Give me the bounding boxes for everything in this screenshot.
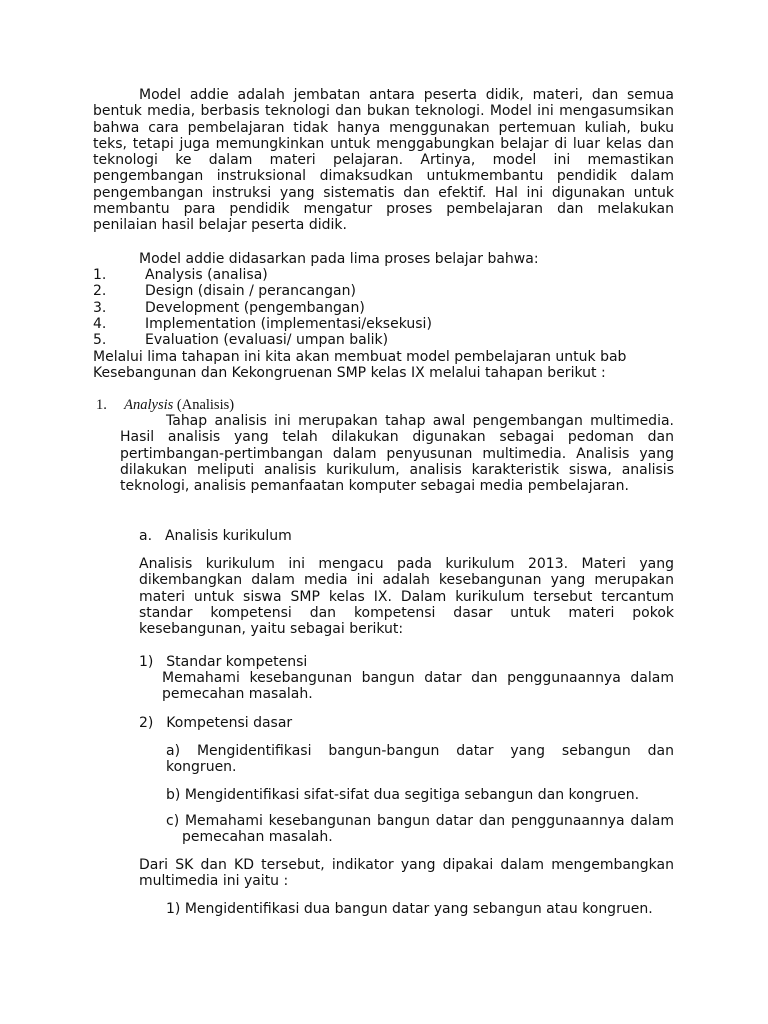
section-heading [96,397,396,413]
list-item-text: Design (disain / perancangan) [145,283,356,300]
subsection-label: a. [139,528,153,544]
sk-label: 1) [139,654,154,670]
kd-heading [139,715,539,731]
kd-item [166,743,674,776]
list-item-text: Evaluation (evaluasi/ umpan balik) [145,332,389,349]
list-item [93,300,674,316]
list-item-number: 2. [93,283,107,300]
indicator-intro: Dari SK dan KD tersebut, indikator yang dipakai dalam mengembangkan multimedia ini yaitu : [139,857,674,890]
list-item-number: 5. [93,332,107,349]
sk-title: Standar kompetensi [166,654,308,670]
list-item-number: 1. [93,267,107,283]
kd-item [166,787,674,803]
list-item-text: Analysis (analisa) [145,267,268,283]
list-item [93,332,674,348]
kd-item-text: Memahami kesebangunan bangun datar dan penggunaannya dalam pemecahan masalah. [182,813,674,846]
section-title-english: Analysis [124,397,174,413]
list-item [93,283,674,299]
list-item [93,267,674,283]
kd-item-label: c) [166,813,180,829]
kd-item [166,813,674,846]
kd-label: 2) [139,715,154,731]
kd-item-label: b) [166,787,181,803]
kd-item-text: Mengidentifikasi sifat-sifat dua segitiga sebangun dan kongruen. [184,787,640,803]
list-item [93,316,674,332]
intro-conclusion: Melalui lima tahapan ini kita akan membuat model pembelajaran untuk bab Kesebangunan dan Kekongruenan SMP kelas IX melalui tahapan berikut : [93,349,627,382]
list-item-text: Implementation (implementasi/eksekusi) [145,315,432,332]
addie-steps-list [93,267,674,348]
section-title-indonesian: (Analisis) [176,397,235,413]
section-body: Tahap analisis ini merupakan tahap awal pengembangan multimedia. Hasil analisis yang telah dilakukan digunakan sebagai pedoman dan pertimbangan-pertimbangan dalam penyusunan multimedia. Analisis yang dilakukan meliputi analisis kurikulum, analisis karakteristik siswa, analisis teknologi, analisis pemanfaatan komputer sebagai media pembelajaran. [120,413,674,495]
subsection-title: Analisis kurikulum [164,528,292,544]
kd-item-label: a) [166,743,181,759]
subsection-heading [139,528,539,544]
sk-body: Memahami kesebangunan bangun datar dan penggunaannya dalam pemecahan masalah. [162,670,674,703]
indicator-text: Mengidentifikasi dua bangun datar yang sebangun atau kongruen. [184,901,653,917]
subsection-body: Analisis kurikulum ini mengacu pada kurikulum 2013. Materi yang dikembangkan dalam media ini adalah kesebangunan yang merupakan materi untuk siswa SMP kelas IX. Dalam kurikulum tersebut tercantum standar kompetensi dan kompetensi dasar untuk materi pokok kesebangunan, yaitu sebagai berikut: [139,556,674,638]
kd-item-text: Mengidentifikasi bangun-bangun datar yang sebangun dan kongruen. [166,743,674,776]
kd-title: Kompetensi dasar [166,715,293,731]
indicator-item [166,901,674,917]
intro-lead-sentence: Model addie didasarkan pada lima proses belajar bahwa: [139,251,539,267]
intro-paragraph: Model addie adalah jembatan antara peserta didik, materi, dan semua bentuk media, berbasis teknologi dan bukan teknologi. Model ini mengasumsikan bahwa cara pembelajaran tidak hanya menggunakan pertemuan kuliah, buku teks, tetapi juga memungkinkan untuk menggabungkan belajar di luar kelas dan teknologi ke dalam materi pelajaran. Artinya, model ini memastikan pengembangan instruksional dimaksudkan untukmembantu pendidik dalam pengembangan instruksi yang sistematis dan efektif. Hal ini digunakan untuk membantu para pendidik mengatur proses pembelajaran dan melakukan penilaian hasil belajar peserta didik. [93,87,674,234]
list-item-text: Development (pengembangan) [145,299,365,316]
indicator-label: 1) [166,901,181,917]
list-item-number: 4. [93,315,107,332]
list-item-number: 3. [93,299,107,316]
sk-heading [139,654,539,670]
section-number: 1. [96,397,107,413]
